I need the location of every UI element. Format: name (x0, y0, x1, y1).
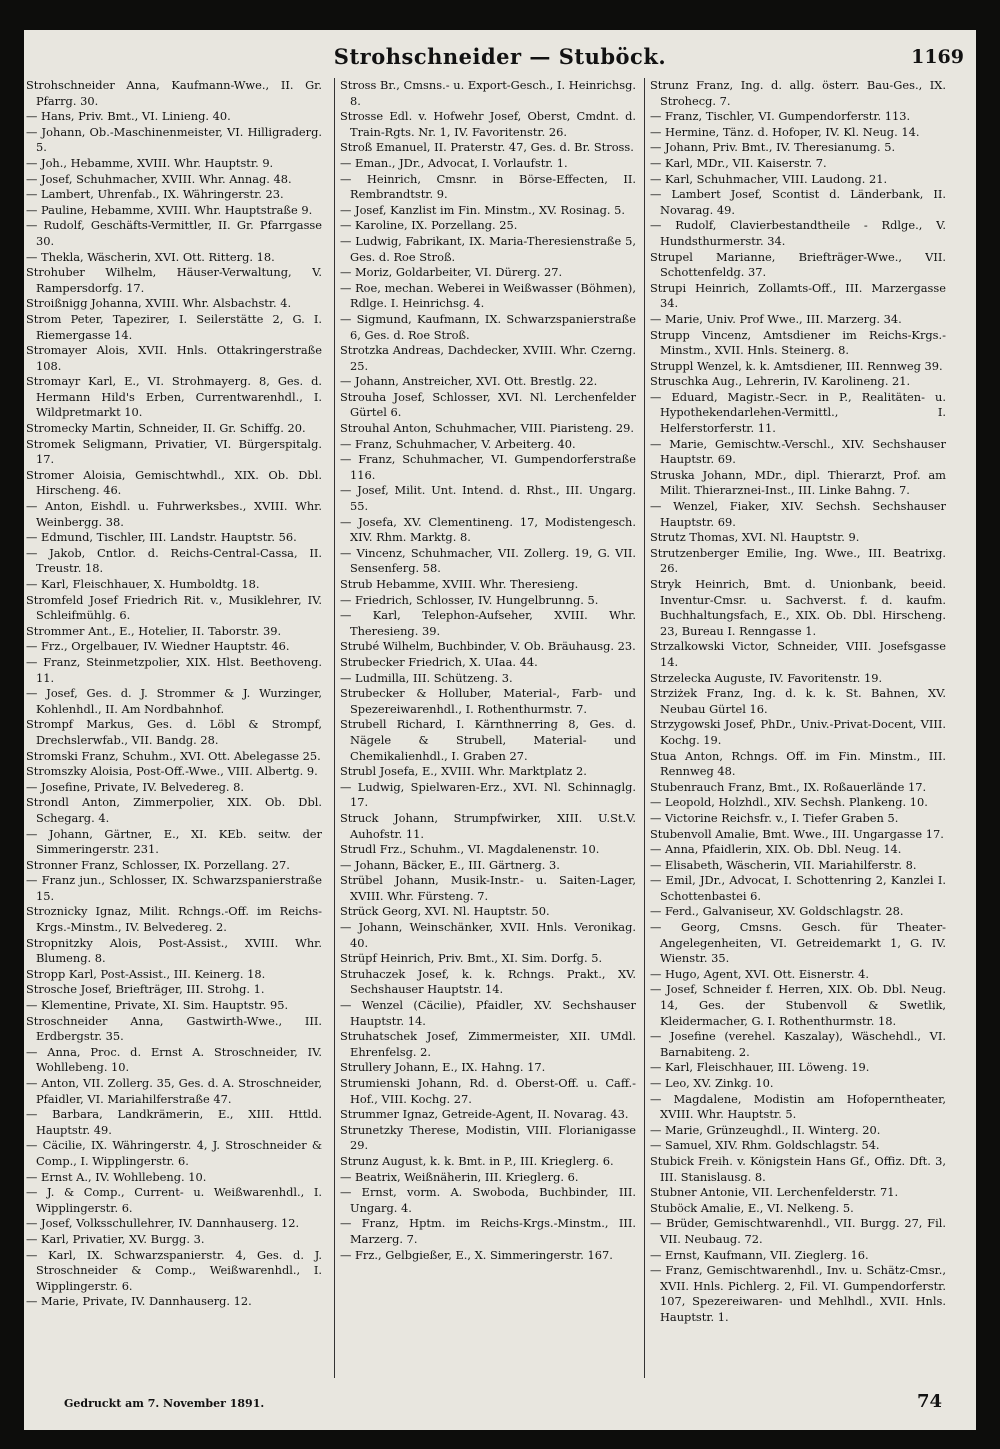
directory-entry: Stromek Seligmann, Privatier, VI. Bürgerspitalg. 17. (26, 436, 322, 467)
directory-entry: — Klementine, Private, XI. Sim. Hauptstr. 95. (26, 998, 289, 1013)
directory-entry: — Johann, Gärtner, E., XI. KEb. seitw. der Simmeringerstr. 231. (26, 826, 322, 857)
directory-entry: Strubell Richard, I. Kärnthnerring 8, Ges. d. Nägele & Strubell, Material- und Chemikalienhdl., I. Graben 27. (340, 717, 636, 763)
directory-entry: — Josef, Milit. Unt. Intend. d. Rhst., III. Ungarg. 55. (340, 483, 636, 514)
directory-entry: Stua Anton, Rchngs. Off. im Fin. Minstm., III. Rennweg 48. (650, 748, 946, 779)
directory-entry: Strummer Ignaz, Getreide-Agent, II. Novarag. 43. (340, 1107, 629, 1122)
directory-entry: Strzalkowski Victor, Schneider, VIII. Josefsgasse 14. (650, 639, 946, 669)
directory-entry: — Ludwig, Fabrikant, IX. Maria-Theresienstraße 5, Ges. d. Roe Stroß. (340, 233, 636, 264)
directory-entry: — Ernst, Kaufmann, VII. Zieglerg. 16. (650, 1247, 869, 1262)
column-divider (334, 78, 335, 1378)
directory-entry: Strübel Johann, Musik-Instr.- u. Saiten-Lager, XVIII. Whr. Fürsteng. 7. (340, 873, 636, 903)
directory-entry: — Josefine (verehel. Kaszalay), Wäschehdl., VI. Barnabiteng. 2. (650, 1029, 946, 1059)
directory-entry: Strunz Franz, Ing. d. allg. österr. Bau-Ges., IX. Strohecg. 7. (650, 78, 946, 108)
directory-entry: — Frz., Gelbgießer, E., X. Simmeringerstr. 167. (340, 1247, 613, 1262)
directory-entry: — Karl, Fleischhauer, X. Humboldtg. 18. (26, 577, 260, 591)
directory-entry: Strosche Josef, Briefträger, III. Strohg. 1. (26, 982, 265, 997)
directory-entry: Stromer Aloisia, Gemischtwhdl., XIX. Ob. Dbl. Hirscheng. 46. (26, 467, 322, 498)
directory-entry: — Lambert Josef, Scontist d. Länderbank, II. Novarag. 49. (650, 187, 946, 217)
directory-entry: Struschka Aug., Lehrerin, IV. Karolineng. 21. (650, 374, 911, 389)
directory-entry: Stubenvoll Amalie, Bmt. Wwe., III. Ungargasse 17. (650, 826, 944, 841)
directory-entry: — Marie, Univ. Prof Wwe., III. Marzerg. 34. (650, 311, 902, 326)
directory-entry: Struppl Wenzel, k. k. Amtsdiener, III. Rennweg 39. (650, 358, 943, 373)
directory-entry: Strouhal Anton, Schuhmacher, VIII. Piaristeng. 29. (340, 421, 634, 436)
directory-entry: Strubecker Friedrich, X. UIaa. 44. (340, 654, 538, 669)
directory-entry: Stropp Karl, Post-Assist., III. Keinerg. 18. (26, 966, 266, 981)
directory-entry: Struck Johann, Strumpfwirker, XIII. U.St.V. Auhofstr. 11. (340, 810, 636, 841)
directory-entry: Stubick Freih. v. Königstein Hans Gf., Offiz. Dft. 3, III. Stanislausg. 8. (650, 1153, 946, 1184)
directory-entry: Strub Hebamme, XVIII. Whr. Theresieng. (340, 577, 579, 591)
directory-entry: — Cäcilie, IX. Währingerstr. 4, J. Stroschneider & Comp., I. Wipplingerstr. 6. (26, 1138, 322, 1168)
directory-entry: Strotzka Andreas, Dachdecker, XVIII. Whr. Czerng. 25. (340, 343, 636, 373)
directory-entry: — Ludwig, Spielwaren-Erz., XVI. Nl. Schinnaglg. 17. (340, 779, 636, 810)
directory-entry: — Karl, Telephon-Aufseher, XVIII. Whr. Theresieng. 39. (340, 608, 636, 638)
directory-entry: — Ludmilla, III. Schützeng. 3. (340, 670, 513, 685)
directory-entry: Strubecker & Holluber, Material-, Farb- und Spezereiwarenhdl., I. Rothenthurmstr. 7. (340, 686, 636, 716)
directory-entry: Stubner Antonie, VII. Lerchenfelderstr. 71. (650, 1185, 899, 1200)
directory-entry: Stromszky Aloisia, Post-Off.-Wwe., VIII. Albertg. 9. (26, 764, 318, 779)
directory-entry: — Franz, Schuhmacher, VI. Gumpendorferstraße 116. (340, 452, 636, 482)
directory-entry: — Johann, Priv. Bmt., IV. Theresianumg. 5. (650, 140, 896, 155)
directory-entry: — Franz, Hptm. im Reichs-Krgs.-Minstm., III. Marzerg. 7. (340, 1216, 636, 1246)
page-footer (24, 1391, 976, 1417)
directory-entry: — Franz, Tischler, VI. Gumpendorferstr. 113. (650, 109, 911, 124)
directory-entry: — Anna, Proc. d. Ernst A. Stroschneider, IV. Wohllebeng. 10. (26, 1044, 322, 1075)
directory-entry: — Pauline, Hebamme, XVIII. Whr. Hauptstraße 9. (26, 202, 313, 217)
directory-entry: — Karl, IX. Schwarzspanierstr. 4, Ges. d. J. Stroschneider & Comp., Weißwarenhdl., I. Wipplingerstr. 6. (26, 1247, 322, 1293)
directory-entry: Stromecky Martin, Schneider, II. Gr. Schiffg. 20. (26, 421, 306, 436)
directory-entry: — Marie, Private, IV. Dannhauserg. 12. (26, 1294, 252, 1309)
directory-entry: — Leopold, Holzhdl., XIV. Sechsh. Plankeng. 10. (650, 795, 928, 810)
directory-entry: — Anton, VII. Zollerg. 35, Ges. d. A. Stroschneider, Pfaidler, VI. Mariahilferstraße 47. (26, 1076, 322, 1106)
directory-entry: Stryk Heinrich, Bmt. d. Unionbank, beeid. Inventur-Cmsr. u. Sachverst. f. d. kaufm. Buchhaltungsfach, E., XIX. Ob. Dbl. Hirscheng. 23, Bureau I. Renngasse 1. (650, 577, 946, 638)
directory-entry: Strubl Josefa, E., XVIII. Whr. Marktplatz 2. (340, 764, 587, 779)
directory-entry: Struska Johann, MDr., dipl. Thierarzt, Prof. am Milit. Thierarznei-Inst., III. Linke Bahng. 7. (650, 467, 946, 498)
directory-entry: Stubenrauch Franz, Bmt., IX. Roßauerlände 17. (650, 779, 927, 794)
page-number: 1169 (911, 46, 964, 68)
sheet-number: 74 (916, 1391, 942, 1412)
directory-entry: — Josef, Kanzlist im Fin. Minstm., XV. Rosinag. 5. (340, 202, 625, 217)
directory-entry: Strommer Ant., E., Hotelier, II. Taborstr. 39. (26, 623, 282, 638)
directory-entry: — Brüder, Gemischtwarenhdl., VII. Burgg. 27, Fil. VII. Neubaug. 72. (650, 1216, 946, 1246)
directory-entry: Stroznicky Ignaz, Milit. Rchngs.-Off. im Reichs-Krgs.-Minstm., IV. Belvedereg. 2. (26, 904, 322, 935)
directory-entry: Strupp Vincenz, Amtsdiener im Reichs-Krgs.-Minstm., XVII. Hnls. Steinerg. 8. (650, 327, 946, 358)
directory-entry: — Edmund, Tischler, III. Landstr. Hauptstr. 56. (26, 530, 297, 545)
directory-entry: — Frz., Orgelbauer, IV. Wiedner Hauptstr. 46. (26, 639, 290, 654)
directory-entry: Strüpf Heinrich, Priv. Bmt., XI. Sim. Dorfg. 5. (340, 951, 603, 966)
directory-entry: — Emil, JDr., Advocat, I. Schottenring 2, Kanzlei I. Schottenbastei 6. (650, 873, 946, 903)
directory-entry: — Franz, Gemischtwarenhdl., Inv. u. Schätz-Cmsr., XVII. Hnls. Pichlerg. 2, Fil. VI. Gumpendorferstr. 107, Spezereiwaren- und Mehlhdl., XVII. Hnls. Hauptstr. 1. (650, 1263, 946, 1324)
directory-entry: — Johann, Bäcker, E., III. Gärtnerg. 3. (340, 857, 560, 872)
directory-entry: Strutzenberger Emilie, Ing. Wwe., III. Beatrixg. 26. (650, 545, 946, 576)
directory-entry: — Karoline, IX. Porzellang. 25. (340, 218, 518, 233)
directory-entry: — Franz, Schuhmacher, V. Arbeiterg. 40. (340, 436, 576, 451)
column-3 (650, 78, 946, 1326)
directory-entry: — Marie, Gemischtw.-Verschl., XIV. Sechshauser Hauptstr. 69. (650, 436, 946, 467)
directory-entry: — Josefa, XV. Clementineng. 17, Modistengesch. XIV. Rhm. Marktg. 8. (340, 514, 636, 545)
column-1 (26, 78, 322, 1310)
directory-entry: Strosse Edl. v. Hofwehr Josef, Oberst, Cmdnt. d. Train-Rgts. Nr. 1, IV. Favoritenstr. 26. (340, 109, 636, 139)
directory-entry: Strzygowski Josef, PhDr., Univ.-Privat-Docent, VIII. Kochg. 19. (650, 717, 946, 747)
directory-entry: Strunz August, k. k. Bmt. in P., III. Krieglerg. 6. (340, 1153, 614, 1168)
directory-entry: — Karl, MDr., VII. Kaiserstr. 7. (650, 155, 827, 170)
directory-entry: Stroß Emanuel, II. Praterstr. 47, Ges. d. Br. Stross. (340, 140, 634, 155)
directory-entry: — Anna, Pfaidlerin, XIX. Ob. Dbl. Neug. 14. (650, 842, 902, 857)
directory-entry: — Johann, Anstreicher, XVI. Ott. Brestlg. 22. (340, 374, 598, 389)
directory-entry: Strzelecka Auguste, IV. Favoritenstr. 19. (650, 670, 883, 685)
directory-entry: — Magdalene, Modistin am Hofoperntheater, XVIII. Whr. Hauptstr. 5. (650, 1091, 946, 1122)
directory-entry: — Samuel, XIV. Rhm. Goldschlagstr. 54. (650, 1138, 880, 1153)
directory-entry: — Hermine, Tänz. d. Hofoper, IV. Kl. Neug. 14. (650, 124, 920, 139)
directory-entry: — Lambert, Uhrenfab., IX. Währingerstr. 23. (26, 187, 284, 202)
directory-entry: — Thekla, Wäscherin, XVI. Ott. Ritterg. 18. (26, 249, 275, 264)
directory-entry: Strubé Wilhelm, Buchbinder, V. Ob. Bräuhausg. 23. (340, 639, 636, 654)
directory-entry: — Ferd., Galvaniseur, XV. Goldschlagstr. 28. (650, 904, 904, 919)
directory-entry: Struhatschek Josef, Zimmermeister, XII. UMdl. Ehrenfelsg. 2. (340, 1029, 636, 1059)
directory-entry: Strohuber Wilhelm, Häuser-Verwaltung, V. Rampersdorfg. 17. (26, 265, 322, 295)
directory-entry: Stroschneider Anna, Gastwirth-Wwe., III. Erdbergstr. 35. (26, 1013, 322, 1044)
directory-entry: — Sigmund, Kaufmann, IX. Schwarzspanierstraße 6, Ges. d. Roe Stroß. (340, 311, 636, 342)
directory-entry: Strom Peter, Tapezirer, I. Seilerstätte 2, G. I. Riemergasse 14. (26, 311, 322, 342)
directory-entry: — Eduard, Magistr.-Secr. in P., Realitäten- u. Hypothekendarlehen-Vermittl., I. Helferstorferstr. 11. (650, 389, 946, 436)
directory-entry: — Franz jun., Schlosser, IX. Schwarzspanierstraße 15. (26, 873, 322, 903)
column-2 (340, 78, 636, 1263)
directory-entry: — Ernst A., IV. Wohllebeng. 10. (26, 1169, 207, 1184)
directory-entry: — Moriz, Goldarbeiter, VI. Dürerg. 27. (340, 265, 563, 280)
directory-entry: — Josef, Ges. d. J. Strommer & J. Wurzinger, Kohlenhdl., II. Am Nordbahnhof. (26, 686, 322, 716)
directory-entry: Stromfeld Josef Friedrich Rit. v., Musiklehrer, IV. Schleifmühlg. 6. (26, 592, 322, 623)
directory-entry: — Georg, Cmsns. Gesch. für Theater-Angelegenheiten, VI. Getreidemarkt 1, G. IV. Wienstr. 35. (650, 920, 946, 966)
directory-entry: Stromayer Alois, XVII. Hnls. Ottakringerstraße 108. (26, 343, 322, 373)
directory-entry: — Karl, Fleischhauer, III. Löweng. 19. (650, 1060, 870, 1075)
directory-entry: — J. & Comp., Current- u. Weißwarenhdl., I. Wipplingerstr. 6. (26, 1185, 322, 1215)
directory-entry: Stropnitzky Alois, Post-Assist., XVIII. Whr. Blumeng. 8. (26, 935, 322, 966)
directory-entry: — Hans, Priv. Bmt., VI. Linieng. 40. (26, 109, 231, 124)
directory-entry: — Josefine, Private, IV. Belvedereg. 8. (26, 779, 245, 794)
directory-entry: — Josef, Volksschullehrer, IV. Dannhauserg. 12. (26, 1216, 300, 1231)
directory-entry: — Joh., Hebamme, XVIII. Whr. Hauptstr. 9. (26, 155, 274, 170)
directory-entry: — Franz, Steinmetzpolier, XIX. Hlst. Beethoveng. 11. (26, 654, 322, 685)
directory-entry: Strompf Markus, Ges. d. Löbl & Strompf, Drechslerwfab., VII. Bandg. 28. (26, 717, 322, 747)
directory-entry: — Friedrich, Schlosser, IV. Hungelbrunng. 5. (340, 592, 599, 607)
directory-entry: — Marie, Grünzeughdl., II. Winterg. 20. (650, 1122, 881, 1137)
directory-entry: Strouha Josef, Schlosser, XVI. Nl. Lerchenfelder Gürtel 6. (340, 389, 636, 420)
directory-entry: — Josef, Schuhmacher, XVIII. Whr. Annag. 48. (26, 171, 292, 186)
directory-entry: Strutz Thomas, XVI. Nl. Hauptstr. 9. (650, 530, 860, 545)
directory-entry: — Barbara, Landkrämerin, E., XIII. Httld. Hauptstr. 49. (26, 1107, 322, 1137)
directory-entry: — Johann, Ob.-Maschinenmeister, VI. Hilligraderg. 5. (26, 124, 322, 155)
directory-entry: Strupel Marianne, Briefträger-Wwe., VII. Schottenfeldg. 37. (650, 249, 946, 280)
directory-entry: — Karl, Schuhmacher, VIII. Laudong. 21. (650, 171, 888, 186)
directory-entry: — Victorine Reichsfr. v., I. Tiefer Graben 5. (650, 810, 899, 825)
directory-entry: Struhaczek Josef, k. k. Rchngs. Prakt., XV. Sechshauser Hauptstr. 14. (340, 966, 636, 997)
directory-entry: Stroißnigg Johanna, XVIII. Whr. Alsbachstr. 4. (26, 296, 292, 311)
directory-entry: — Wenzel, Fiaker, XIV. Sechsh. Sechshauser Hauptstr. 69. (650, 499, 946, 529)
directory-entry: — Leo, XV. Zinkg. 10. (650, 1076, 774, 1090)
directory-entry: Strondl Anton, Zimmerpolier, XIX. Ob. Dbl. Schegarg. 4. (26, 795, 322, 825)
directory-entry: Strohschneider Anna, Kaufmann-Wwe., II. Gr. Pfarrg. 30. (26, 78, 322, 108)
directory-entry: Strullery Johann, E., IX. Hahng. 17. (340, 1060, 546, 1075)
print-date: Gedruckt am 7. November 1891. (64, 1397, 265, 1410)
directory-entry: — Josef, Schneider f. Herren, XIX. Ob. Dbl. Neug. 14, Ges. der Stubenvoll & Swetlik, Kleidermacher, G. I. Rothenthurmstr. 18. (650, 982, 946, 1028)
directory-entry: — Eman., JDr., Advocat, I. Vorlaufstr. 1. (340, 155, 568, 170)
directory-page (24, 30, 976, 1430)
directory-entry: — Elisabeth, Wäscherin, VII. Mariahilferstr. 8. (650, 857, 917, 872)
directory-entry: — Ernst, vorm. A. Swoboda, Buchbinder, III. Ungarg. 4. (340, 1185, 636, 1215)
directory-entry: — Heinrich, Cmsnr. in Börse-Effecten, II. Rembrandtstr. 9. (340, 171, 636, 202)
directory-entry: — Rudolf, Geschäfts-Vermittler, II. Gr. Pfarrgasse 30. (26, 218, 322, 248)
running-head: Strohschneider — Stuböck. (333, 44, 667, 69)
directory-entry: — Beatrix, Weißnäherin, III. Krieglerg. 6. (340, 1169, 579, 1184)
directory-entry: — Johann, Weinschänker, XVII. Hnls. Veronikag. 40. (340, 920, 636, 950)
directory-entry: Stromayr Karl, E., VI. Strohmayerg. 8, Ges. d. Hermann Hild's Erben, Currentwarenhdl., I. Wildpretmarkt 10. (26, 374, 322, 420)
directory-entry: Stromski Franz, Schuhm., XVI. Ott. Abelegasse 25. (26, 748, 321, 763)
directory-entry: — Roe, mechan. Weberei in Weißwasser (Böhmen), Rdlge. I. Heinrichsg. 4. (340, 280, 636, 311)
directory-entry: — Karl, Privatier, XV. Burgg. 3. (26, 1231, 205, 1246)
directory-entry: Strudl Frz., Schuhm., VI. Magdalenenstr. 10. (340, 842, 600, 857)
column-divider (644, 78, 645, 1378)
directory-entry: Strziżek Franz, Ing. d. k. k. St. Bahnen, XV. Neubau Gürtel 16. (650, 686, 946, 716)
directory-entry: Stronner Franz, Schlosser, IX. Porzellang. 27. (26, 857, 290, 872)
page-header (24, 36, 976, 72)
directory-entry: Stross Br., Cmsns.- u. Export-Gesch., I. Heinrichsg. 8. (340, 78, 636, 108)
directory-entry: — Vincenz, Schuhmacher, VII. Zollerg. 19, G. VII. Sensenferg. 58. (340, 545, 636, 576)
directory-entry: Strupi Heinrich, Zollamts-Off., III. Marzergasse 34. (650, 280, 946, 311)
directory-entry: — Jakob, Cntlor. d. Reichs-Central-Cassa, II. Treustr. 18. (26, 545, 322, 576)
directory-entry: — Anton, Eishdl. u. Fuhrwerksbes., XVIII. Whr. Weinbergg. 38. (26, 499, 322, 529)
directory-entry: — Rudolf, Clavierbestandtheile - Rdlge., V. Hundsthurmerstr. 34. (650, 218, 946, 248)
directory-entry: — Hugo, Agent, XVI. Ott. Eisnerstr. 4. (650, 966, 869, 981)
directory-entry: Strunetzky Therese, Modistin, VIII. Florianigasse 29. (340, 1122, 636, 1153)
directory-entry: Strumienski Johann, Rd. d. Oberst-Off. u. Caff.-Hof., VIII. Kochg. 27. (340, 1076, 636, 1106)
directory-entry: Stuböck Amalie, E., VI. Nelkeng. 5. (650, 1200, 854, 1215)
directory-entry: — Wenzel (Cäcilie), Pfaidler, XV. Sechshauser Hauptstr. 14. (340, 998, 636, 1028)
directory-entry: Strück Georg, XVI. Nl. Hauptstr. 50. (340, 904, 550, 919)
